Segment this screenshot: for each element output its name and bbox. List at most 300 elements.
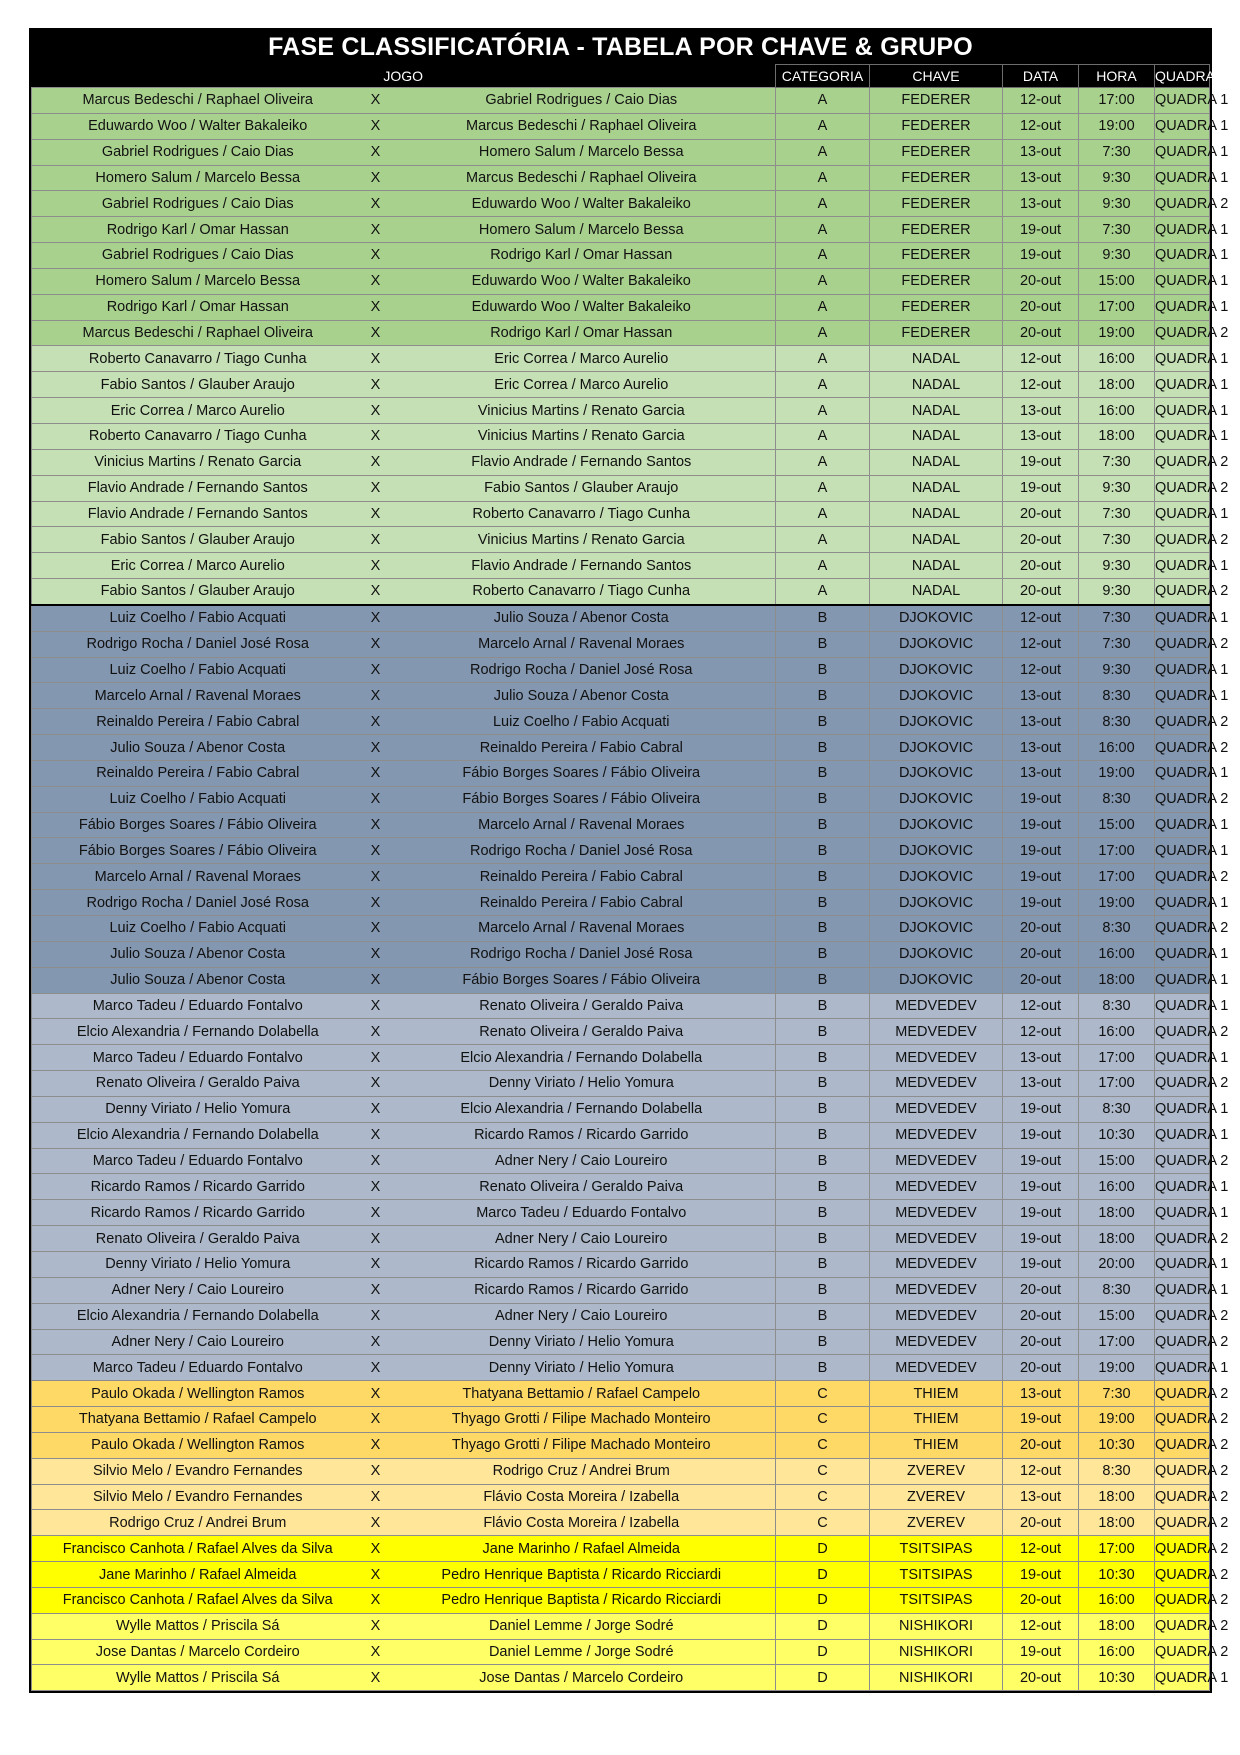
cell-categoria: B	[776, 1096, 870, 1122]
table-row	[32, 1381, 1210, 1407]
cell-data: 19-out	[1003, 786, 1079, 812]
cell-quadra: QUADRA 2	[1155, 735, 1210, 761]
cell-team1: Marco Tadeu / Eduardo Fontalvo	[32, 1045, 364, 1071]
cell-data: 19-out	[1003, 243, 1079, 269]
header-jogo: JOGO	[32, 65, 776, 88]
cell-team2: Eduwardo Woo / Walter Bakaleiko	[388, 268, 776, 294]
cell-categoria: A	[776, 449, 870, 475]
cell-chave: FEDERER	[870, 294, 1003, 320]
cell-team1: Renato Oliveira / Geraldo Paiva	[32, 1071, 364, 1097]
table-row	[32, 1122, 1210, 1148]
cell-chave: TSITSIPAS	[870, 1587, 1003, 1613]
cell-categoria: D	[776, 1536, 870, 1562]
cell-quadra: QUADRA 2	[1155, 786, 1210, 812]
table-row	[32, 1251, 1210, 1277]
cell-team1: Francisco Canhota / Rafael Alves da Silva	[32, 1536, 364, 1562]
cell-team1: Marcus Bedeschi / Raphael Oliveira	[32, 320, 364, 346]
cell-quadra: QUADRA 2	[1155, 1562, 1210, 1588]
table-row	[32, 553, 1210, 579]
cell-chave: NISHIKORI	[870, 1613, 1003, 1639]
cell-hora: 7:30	[1079, 217, 1155, 243]
cell-team1: Rodrigo Karl / Omar Hassan	[32, 294, 364, 320]
cell-team1: Gabriel Rodrigues / Caio Dias	[32, 139, 364, 165]
cell-team1: Marco Tadeu / Eduardo Fontalvo	[32, 1148, 364, 1174]
cell-team1: Fabio Santos / Glauber Araujo	[32, 527, 364, 553]
cell-hora: 7:30	[1079, 501, 1155, 527]
cell-chave: MEDVEDEV	[870, 1226, 1003, 1252]
cell-data: 19-out	[1003, 1562, 1079, 1588]
cell-vs: X	[364, 268, 388, 294]
cell-categoria: B	[776, 657, 870, 683]
cell-team1: Flavio Andrade / Fernando Santos	[32, 475, 364, 501]
cell-team2: Eduwardo Woo / Walter Bakaleiko	[388, 191, 776, 217]
cell-categoria: A	[776, 346, 870, 372]
cell-vs: X	[364, 1277, 388, 1303]
table-row	[32, 1045, 1210, 1071]
cell-quadra: QUADRA 2	[1155, 1587, 1210, 1613]
table-body	[32, 88, 1229, 1691]
cell-team1: Gabriel Rodrigues / Caio Dias	[32, 191, 364, 217]
cell-quadra: QUADRA 2	[1155, 449, 1210, 475]
cell-quadra: QUADRA 2	[1155, 864, 1210, 890]
cell-team2: Fábio Borges Soares / Fábio Oliveira	[388, 786, 776, 812]
cell-chave: DJOKOVIC	[870, 709, 1003, 735]
cell-chave: MEDVEDEV	[870, 1148, 1003, 1174]
cell-vs: X	[364, 1071, 388, 1097]
cell-hora: 18:00	[1079, 1613, 1155, 1639]
cell-chave: NADAL	[870, 553, 1003, 579]
cell-hora: 18:00	[1079, 1226, 1155, 1252]
cell-data: 12-out	[1003, 605, 1079, 631]
cell-quadra: QUADRA 1	[1155, 838, 1210, 864]
cell-chave: NISHIKORI	[870, 1665, 1003, 1691]
cell-chave: TSITSIPAS	[870, 1562, 1003, 1588]
cell-team1: Rodrigo Rocha / Daniel José Rosa	[32, 890, 364, 916]
cell-data: 19-out	[1003, 812, 1079, 838]
cell-quadra: QUADRA 2	[1155, 475, 1210, 501]
table-row	[32, 864, 1210, 890]
cell-categoria: D	[776, 1639, 870, 1665]
cell-categoria: A	[776, 423, 870, 449]
cell-categoria: A	[776, 553, 870, 579]
cell-categoria: B	[776, 1200, 870, 1226]
cell-chave: MEDVEDEV	[870, 1355, 1003, 1381]
cell-vs: X	[364, 812, 388, 838]
cell-vs: X	[364, 553, 388, 579]
cell-quadra: QUADRA 1	[1155, 372, 1210, 398]
cell-categoria: B	[776, 993, 870, 1019]
cell-hora: 9:30	[1079, 475, 1155, 501]
cell-quadra: QUADRA 1	[1155, 993, 1210, 1019]
cell-vs: X	[364, 1226, 388, 1252]
cell-categoria: A	[776, 88, 870, 114]
cell-data: 13-out	[1003, 760, 1079, 786]
cell-team2: Elcio Alexandria / Fernando Dolabella	[388, 1096, 776, 1122]
cell-chave: FEDERER	[870, 165, 1003, 191]
cell-vs: X	[364, 1019, 388, 1045]
cell-team2: Elcio Alexandria / Fernando Dolabella	[388, 1045, 776, 1071]
table-row	[32, 1536, 1210, 1562]
cell-categoria: A	[776, 165, 870, 191]
cell-hora: 19:00	[1079, 113, 1155, 139]
cell-data: 19-out	[1003, 1096, 1079, 1122]
cell-vs: X	[364, 1122, 388, 1148]
cell-chave: MEDVEDEV	[870, 1096, 1003, 1122]
cell-team2: Adner Nery / Caio Loureiro	[388, 1303, 776, 1329]
cell-hora: 17:00	[1079, 1329, 1155, 1355]
cell-team2: Rodrigo Rocha / Daniel José Rosa	[388, 838, 776, 864]
cell-hora: 19:00	[1079, 760, 1155, 786]
cell-team2: Homero Salum / Marcelo Bessa	[388, 139, 776, 165]
cell-quadra: QUADRA 1	[1155, 553, 1210, 579]
cell-quadra: QUADRA 2	[1155, 1407, 1210, 1433]
cell-vs: X	[364, 320, 388, 346]
cell-hora: 16:00	[1079, 735, 1155, 761]
cell-vs: X	[364, 501, 388, 527]
cell-team2: Thyago Grotti / Filipe Machado Monteiro	[388, 1432, 776, 1458]
cell-team2: Pedro Henrique Baptista / Ricardo Ricciardi	[388, 1587, 776, 1613]
cell-team2: Fábio Borges Soares / Fábio Oliveira	[388, 967, 776, 993]
cell-data: 20-out	[1003, 553, 1079, 579]
cell-quadra: QUADRA 1	[1155, 113, 1210, 139]
cell-quadra: QUADRA 1	[1155, 1122, 1210, 1148]
table-row	[32, 1562, 1210, 1588]
table-row	[32, 88, 1210, 114]
cell-team2: Jose Dantas / Marcelo Cordeiro	[388, 1665, 776, 1691]
cell-team1: Wylle Mattos / Priscila Sá	[32, 1613, 364, 1639]
cell-hora: 17:00	[1079, 1045, 1155, 1071]
table-row	[32, 838, 1210, 864]
header-data: DATA	[1003, 65, 1079, 88]
cell-team1: Ricardo Ramos / Ricardo Garrido	[32, 1174, 364, 1200]
cell-categoria: C	[776, 1407, 870, 1433]
table-row	[32, 113, 1210, 139]
cell-vs: X	[364, 1665, 388, 1691]
cell-chave: MEDVEDEV	[870, 1329, 1003, 1355]
cell-categoria: B	[776, 1174, 870, 1200]
table-row	[32, 1071, 1210, 1097]
cell-data: 12-out	[1003, 1536, 1079, 1562]
cell-hora: 19:00	[1079, 1355, 1155, 1381]
cell-quadra: QUADRA 1	[1155, 423, 1210, 449]
cell-chave: DJOKOVIC	[870, 605, 1003, 631]
cell-hora: 7:30	[1079, 139, 1155, 165]
cell-vs: X	[364, 605, 388, 631]
cell-vs: X	[364, 165, 388, 191]
cell-chave: FEDERER	[870, 139, 1003, 165]
cell-team1: Fabio Santos / Glauber Araujo	[32, 579, 364, 605]
cell-team1: Silvio Melo / Evandro Fernandes	[32, 1484, 364, 1510]
cell-quadra: QUADRA 2	[1155, 1329, 1210, 1355]
table-row	[32, 1458, 1210, 1484]
cell-quadra: QUADRA 1	[1155, 1096, 1210, 1122]
cell-vs: X	[364, 838, 388, 864]
cell-vs: X	[364, 1174, 388, 1200]
cell-categoria: B	[776, 941, 870, 967]
cell-data: 19-out	[1003, 475, 1079, 501]
cell-team2: Marcus Bedeschi / Raphael Oliveira	[388, 165, 776, 191]
cell-data: 20-out	[1003, 1510, 1079, 1536]
cell-team2: Flávio Costa Moreira / Izabella	[388, 1510, 776, 1536]
cell-quadra: QUADRA 2	[1155, 916, 1210, 942]
cell-categoria: C	[776, 1484, 870, 1510]
cell-quadra: QUADRA 2	[1155, 191, 1210, 217]
cell-quadra: QUADRA 2	[1155, 1432, 1210, 1458]
cell-vs: X	[364, 760, 388, 786]
cell-data: 12-out	[1003, 1613, 1079, 1639]
cell-chave: ZVEREV	[870, 1458, 1003, 1484]
cell-chave: FEDERER	[870, 320, 1003, 346]
cell-team2: Vinicius Martins / Renato Garcia	[388, 398, 776, 424]
cell-categoria: B	[776, 838, 870, 864]
cell-team2: Vinicius Martins / Renato Garcia	[388, 423, 776, 449]
cell-chave: DJOKOVIC	[870, 812, 1003, 838]
cell-team2: Thatyana Bettamio / Rafael Campelo	[388, 1381, 776, 1407]
cell-team2: Denny Viriato / Helio Yomura	[388, 1071, 776, 1097]
cell-categoria: B	[776, 916, 870, 942]
cell-hora: 10:30	[1079, 1665, 1155, 1691]
cell-team2: Daniel Lemme / Jorge Sodré	[388, 1613, 776, 1639]
cell-team1: Marco Tadeu / Eduardo Fontalvo	[32, 1355, 364, 1381]
cell-data: 19-out	[1003, 890, 1079, 916]
cell-hora: 8:30	[1079, 1096, 1155, 1122]
cell-categoria: B	[776, 1122, 870, 1148]
cell-quadra: QUADRA 1	[1155, 1251, 1210, 1277]
cell-data: 13-out	[1003, 1045, 1079, 1071]
cell-categoria: D	[776, 1587, 870, 1613]
cell-chave: NADAL	[870, 398, 1003, 424]
cell-quadra: QUADRA 2	[1155, 1613, 1210, 1639]
cell-team1: Luiz Coelho / Fabio Acquati	[32, 605, 364, 631]
cell-team1: Wylle Mattos / Priscila Sá	[32, 1665, 364, 1691]
cell-quadra: QUADRA 2	[1155, 1303, 1210, 1329]
cell-team1: Fabio Santos / Glauber Araujo	[32, 372, 364, 398]
cell-chave: ZVEREV	[870, 1484, 1003, 1510]
cell-data: 20-out	[1003, 1432, 1079, 1458]
cell-vs: X	[364, 88, 388, 114]
cell-categoria: B	[776, 760, 870, 786]
cell-data: 19-out	[1003, 864, 1079, 890]
cell-data: 19-out	[1003, 217, 1079, 243]
cell-hora: 8:30	[1079, 1277, 1155, 1303]
table-row	[32, 165, 1210, 191]
cell-team1: Francisco Canhota / Rafael Alves da Silva	[32, 1587, 364, 1613]
cell-hora: 18:00	[1079, 423, 1155, 449]
cell-chave: FEDERER	[870, 113, 1003, 139]
cell-vs: X	[364, 139, 388, 165]
cell-team1: Marcus Bedeschi / Raphael Oliveira	[32, 88, 364, 114]
table-row	[32, 1174, 1210, 1200]
cell-categoria: A	[776, 475, 870, 501]
cell-chave: FEDERER	[870, 268, 1003, 294]
cell-chave: DJOKOVIC	[870, 916, 1003, 942]
cell-chave: DJOKOVIC	[870, 683, 1003, 709]
cell-chave: MEDVEDEV	[870, 1251, 1003, 1277]
cell-chave: THIEM	[870, 1432, 1003, 1458]
cell-quadra: QUADRA 2	[1155, 1148, 1210, 1174]
table-row	[32, 501, 1210, 527]
cell-team1: Rodrigo Cruz / Andrei Brum	[32, 1510, 364, 1536]
cell-chave: FEDERER	[870, 191, 1003, 217]
cell-data: 20-out	[1003, 501, 1079, 527]
cell-quadra: QUADRA 2	[1155, 1458, 1210, 1484]
cell-categoria: B	[776, 1019, 870, 1045]
cell-team2: Rodrigo Rocha / Daniel José Rosa	[388, 657, 776, 683]
cell-categoria: C	[776, 1381, 870, 1407]
schedule-table	[31, 64, 1229, 1691]
table-row	[32, 683, 1210, 709]
cell-vs: X	[364, 890, 388, 916]
cell-chave: THIEM	[870, 1407, 1003, 1433]
cell-team1: Reinaldo Pereira / Fabio Cabral	[32, 709, 364, 735]
cell-vs: X	[364, 709, 388, 735]
cell-quadra: QUADRA 1	[1155, 1277, 1210, 1303]
table-row	[32, 1613, 1210, 1639]
cell-data: 19-out	[1003, 838, 1079, 864]
cell-vs: X	[364, 1096, 388, 1122]
cell-categoria: B	[776, 605, 870, 631]
cell-hora: 17:00	[1079, 864, 1155, 890]
cell-categoria: A	[776, 139, 870, 165]
cell-data: 19-out	[1003, 1200, 1079, 1226]
cell-categoria: B	[776, 1329, 870, 1355]
cell-team1: Roberto Canavarro / Tiago Cunha	[32, 346, 364, 372]
table-row	[32, 890, 1210, 916]
cell-team1: Eric Correa / Marco Aurelio	[32, 553, 364, 579]
cell-vs: X	[364, 423, 388, 449]
cell-team2: Renato Oliveira / Geraldo Paiva	[388, 993, 776, 1019]
cell-hora: 17:00	[1079, 88, 1155, 114]
cell-chave: FEDERER	[870, 217, 1003, 243]
table-row	[32, 1639, 1210, 1665]
cell-vs: X	[364, 1510, 388, 1536]
cell-vs: X	[364, 993, 388, 1019]
cell-team2: Roberto Canavarro / Tiago Cunha	[388, 501, 776, 527]
cell-team1: Elcio Alexandria / Fernando Dolabella	[32, 1303, 364, 1329]
cell-team2: Thyago Grotti / Filipe Machado Monteiro	[388, 1407, 776, 1433]
cell-vs: X	[364, 1251, 388, 1277]
cell-hora: 15:00	[1079, 1148, 1155, 1174]
cell-team1: Reinaldo Pereira / Fabio Cabral	[32, 760, 364, 786]
table-row	[32, 1226, 1210, 1252]
cell-vs: X	[364, 1432, 388, 1458]
cell-team1: Adner Nery / Caio Loureiro	[32, 1329, 364, 1355]
cell-team1: Eric Correa / Marco Aurelio	[32, 398, 364, 424]
cell-chave: ZVEREV	[870, 1510, 1003, 1536]
cell-team2: Renato Oliveira / Geraldo Paiva	[388, 1174, 776, 1200]
cell-categoria: A	[776, 320, 870, 346]
cell-vs: X	[364, 1458, 388, 1484]
table-row	[32, 1019, 1210, 1045]
cell-hora: 7:30	[1079, 631, 1155, 657]
cell-categoria: B	[776, 1251, 870, 1277]
table-row	[32, 916, 1210, 942]
cell-team2: Rodrigo Rocha / Daniel José Rosa	[388, 941, 776, 967]
cell-chave: DJOKOVIC	[870, 941, 1003, 967]
header-hora: HORA	[1079, 65, 1155, 88]
cell-team2: Eduwardo Woo / Walter Bakaleiko	[388, 294, 776, 320]
cell-team2: Denny Viriato / Helio Yomura	[388, 1355, 776, 1381]
table-row	[32, 812, 1210, 838]
table-row	[32, 760, 1210, 786]
cell-data: 20-out	[1003, 1665, 1079, 1691]
table-row	[32, 243, 1210, 269]
cell-team1: Denny Viriato / Helio Yomura	[32, 1096, 364, 1122]
cell-data: 12-out	[1003, 657, 1079, 683]
cell-data: 13-out	[1003, 139, 1079, 165]
cell-hora: 17:00	[1079, 294, 1155, 320]
table-row	[32, 268, 1210, 294]
cell-team1: Eduwardo Woo / Walter Bakaleiko	[32, 113, 364, 139]
cell-chave: DJOKOVIC	[870, 631, 1003, 657]
cell-data: 13-out	[1003, 398, 1079, 424]
cell-team1: Marcelo Arnal / Ravenal Moraes	[32, 864, 364, 890]
table-row	[32, 1432, 1210, 1458]
cell-quadra: QUADRA 1	[1155, 760, 1210, 786]
cell-hora: 16:00	[1079, 941, 1155, 967]
table-row	[32, 423, 1210, 449]
cell-vs: X	[364, 916, 388, 942]
cell-categoria: C	[776, 1432, 870, 1458]
cell-vs: X	[364, 941, 388, 967]
cell-data: 13-out	[1003, 1484, 1079, 1510]
cell-team2: Gabriel Rodrigues / Caio Dias	[388, 88, 776, 114]
cell-quadra: QUADRA 2	[1155, 1639, 1210, 1665]
cell-team2: Fabio Santos / Glauber Araujo	[388, 475, 776, 501]
cell-categoria: C	[776, 1458, 870, 1484]
cell-hora: 18:00	[1079, 967, 1155, 993]
cell-team1: Luiz Coelho / Fabio Acquati	[32, 786, 364, 812]
cell-hora: 15:00	[1079, 812, 1155, 838]
cell-team2: Renato Oliveira / Geraldo Paiva	[388, 1019, 776, 1045]
header-chave: CHAVE	[870, 65, 1003, 88]
cell-categoria: A	[776, 372, 870, 398]
cell-chave: NADAL	[870, 579, 1003, 605]
cell-categoria: B	[776, 786, 870, 812]
cell-categoria: A	[776, 113, 870, 139]
cell-categoria: B	[776, 683, 870, 709]
cell-team1: Julio Souza / Abenor Costa	[32, 941, 364, 967]
cell-data: 13-out	[1003, 1071, 1079, 1097]
cell-chave: MEDVEDEV	[870, 1174, 1003, 1200]
cell-vs: X	[364, 1355, 388, 1381]
cell-vs: X	[364, 1639, 388, 1665]
cell-hora: 9:30	[1079, 243, 1155, 269]
cell-vs: X	[364, 1587, 388, 1613]
table-row	[32, 1484, 1210, 1510]
cell-team2: Fábio Borges Soares / Fábio Oliveira	[388, 760, 776, 786]
table-row	[32, 1303, 1210, 1329]
cell-hora: 19:00	[1079, 320, 1155, 346]
cell-quadra: QUADRA 1	[1155, 268, 1210, 294]
cell-team2: Jane Marinho / Rafael Almeida	[388, 1536, 776, 1562]
table-row	[32, 1096, 1210, 1122]
cell-categoria: B	[776, 864, 870, 890]
cell-team2: Reinaldo Pereira / Fabio Cabral	[388, 890, 776, 916]
cell-quadra: QUADRA 2	[1155, 1381, 1210, 1407]
table-row	[32, 475, 1210, 501]
cell-vs: X	[364, 191, 388, 217]
cell-vs: X	[364, 113, 388, 139]
cell-hora: 8:30	[1079, 993, 1155, 1019]
cell-team1: Renato Oliveira / Geraldo Paiva	[32, 1226, 364, 1252]
table-row	[32, 191, 1210, 217]
cell-quadra: QUADRA 2	[1155, 527, 1210, 553]
cell-quadra: QUADRA 1	[1155, 139, 1210, 165]
cell-quadra: QUADRA 1	[1155, 1045, 1210, 1071]
cell-data: 20-out	[1003, 579, 1079, 605]
cell-team1: Roberto Canavarro / Tiago Cunha	[32, 423, 364, 449]
